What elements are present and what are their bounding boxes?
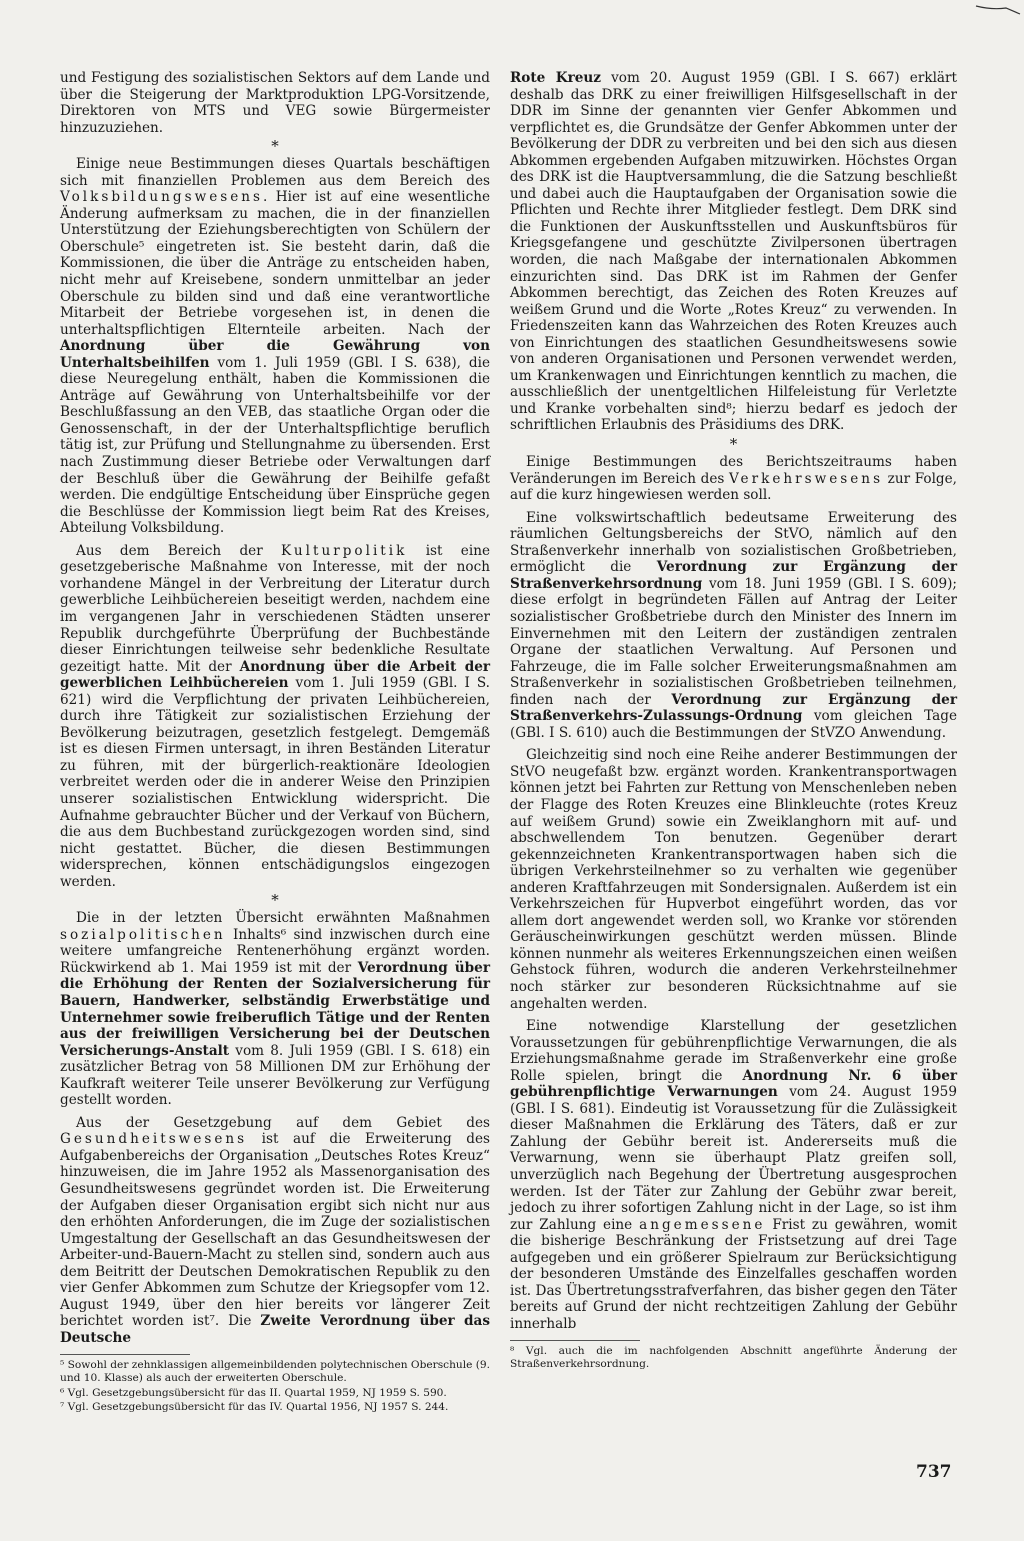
paragraph: und Festigung des sozialistischen Sektors auf dem Lande und über die Steigerung der Marktproduktion LPG-Vorsitzende, Direktoren von MTS und VEG sowie Bürgermeister hinzuzuziehen. — [60, 70, 490, 136]
paragraph: Einige Bestimmungen des Berichtszeitraums haben Veränderungen im Bereich des Verkehrswesens zur Folge, auf die kurz hingewiesen werden soll. — [510, 454, 957, 504]
paragraph: Einige neue Bestimmungen dieses Quartals beschäftigen sich mit finanziellen Problemen aus dem Bereich des Volksbildungswesens. Hier ist auf eine wesentliche Änderung aufmerksam zu machen, die in der finanziellen Unterstützung der Eziehungsberechtigten von Schülern der Oberschule⁵ eingetreten ist. Sie besteht darin, daß die Kommissionen, die über die Anträge zu entscheiden haben, nicht mehr auf Kreisebene, sondern unmittelbar an jeder Oberschule zu bilden sind und daß eine verantwortliche Mitarbeit der Betriebe vorgesehen ist, in denen die unterhaltspflichtigen Elternteile arbeiten. Nach der Anordnung über die Gewährung von Unterhaltsbeihilfen vom 1. Juli 1959 (GBl. I S. 638), die diese Neuregelung enthält, haben die Kommissionen die Anträge auf Gewährung von Unterhaltsbeihilfe vor der Beschlußfassung an den VEB, das staatliche Organ oder die Genossenschaft, in der der Unterhaltspflichtige beruflich tätig ist, zur Prüfung und Stellungnahme zu übersenden. Erst nach Zustimmung dieser Betriebe oder Verwaltungen darf der Beschluß über die Gewährung der Beihilfe gefaßt werden. Die endgültige Entscheidung über Einsprüche gegen die Beschlüsse der Kommission liegt beim Rat des Kreises, Abteilung Volksbildung. — [60, 156, 490, 537]
paragraph: Rote Kreuz vom 20. August 1959 (GBl. I S. 667) erklärt deshalb das DRK zu einer freiwilligen Hilfsgesellschaft in der DDR im Sinne der genannten vier Genfer Abkommen und verpflichtet es, die Grundsätze der Genfer Abkommen unter der Bevölkerung der DDR zu verbreiten und bei den sich aus diesen Abkommen ergebenden Aufgaben mitzuwirken. Höchstes Organ des DRK ist die Hauptversammlung, die die Satzung beschließt und dabei auch die Hauptaufgaben der Organisation sowie die Pflichten und Rechte ihrer Mitglieder festlegt. Dem DRK sind die Funktionen der Auskunftsstellen und Auskunftsbüros für Kriegsgefangene und geschützte Zivilpersonen übertragen worden, die nach Maßgabe der internationalen Abkommen einzurichten sind. Das DRK ist im Rahmen der Genfer Abkommen berechtigt, das Zeichen des Roten Kreuzes auf weißem Grund und die Worte „Rotes Kreuz“ zu verwenden. In Friedenszeiten kann das Wahrzeichen des Roten Kreuzes auch von Einrichtungen des staatlichen Gesundheitswesens sowie von anderen Organisationen und Personen verwendet werden, um Krankenwagen und Einrichtungen kenntlich zu machen, die ausschließlich der unentgeltlichen Hilfeleistung für Verletzte und Kranke vorbehalten sind⁸; hierzu bedarf es jedoch der schriftlichen Erlaubnis des Präsidiums des DRK. — [510, 70, 957, 434]
footnote-divider — [510, 1340, 640, 1341]
footnote-divider — [60, 1354, 190, 1355]
footnote: ⁵ Sowohl der zehnklassigen allgemeinbildenden polytechnischen Oberschule (9. und 10. Klasse) als auch der erweiterten Oberschule. — [60, 1359, 490, 1385]
paragraph: Eine volkswirtschaftlich bedeutsame Erweiterung des räumlichen Geltungsbereichs der StVO, nämlich auf den Straßenverkehr innerhalb von sozialistischen Großbetrieben, ermöglicht die Verordnung zur Ergänzung der Straßenverkehrsordnung vom 18. Juni 1959 (GBl. I S. 609); diese erfolgt in begründeten Fällen auf Antrag der Leiter sozialistischer Großbetriebe durch den Minister des Innern im Einvernehmen mit den Leitern der zuständigen zentralen Organe der staatlichen Verwaltung. Auf Personen und Fahrzeuge, die im Falle solcher Erweiterungsmaßnahmen am Straßenverkehr in sozialistischen Großbetrieben teilnehmen, finden nach der Verordnung zur Ergänzung der Straßenverkehrs-Zulassungs-Ordnung vom gleichen Tage (GBl. I S. 610) auch die Bestimmungen der StVZO Anwendung. — [510, 509, 957, 741]
section-separator: * — [729, 435, 738, 454]
paragraph: Die in der letzten Übersicht erwähnten Maßnahmen sozialpolitischen Inhalts⁶ sind inzwischen durch eine weitere umfangreiche Rentenerhöhung ergänzt worden. Rückwirkend ab 1. Mai 1959 ist mit der Verordnung über die Erhöhung der Renten der Sozialversicherung für Bauern, Handwerker, selbständig Erwerbstätige und Unternehmer sowie freiberuflich Tätige und der Renten aus der freiwilligen Versicherung bei der Deutschen Versicherungs-Anstalt vom 8. Juli 1959 (GBl. I S. 618) ein zusätzlicher Betrag von 58 Millionen DM zur Erhöhung der Kaufkraft weiterer Teile unserer Bevölkerung zur Verfügung gestellt worden. — [60, 910, 490, 1109]
footnote: ⁸ Vgl. auch die im nachfolgenden Abschnitt angeführte Änderung der Straßenverkehrsordnung. — [510, 1345, 957, 1371]
right-column — [510, 70, 957, 1373]
page-number: 737 — [916, 1462, 952, 1482]
paragraph: Aus der Gesetzgebung auf dem Gebiet des Gesundheitswesens ist auf die Erweiterung des Aufgabenbereichs der Organisation „Deutsches Rotes Kreuz“ hinzuweisen, die im Jahre 1952 als Massenorganisation des Gesundheitswesens gegründet worden ist. Die Erweiterung der Aufgaben dieser Organisation ergibt sich nicht nur aus den erhöhten Anforderungen, die im Zuge der sozialistischen Umgestaltung der Gesellschaft an das Gesundheitswesen der Arbeiter-und-Bauern-Macht zu stellen sind, sondern auch aus dem Beitritt der Deutschen Demokratischen Republik zu den vier Genfer Abkommen zum Schutze der Kriegsopfer vom 12. August 1949, über den hier bereits vor längerer Zeit berichtet worden ist⁷. Die Zweite Verordnung über das Deutsche — [60, 1114, 490, 1346]
left-column — [60, 70, 490, 1416]
footnote: ⁶ Vgl. Gesetzgebungsübersicht für das II. Quartal 1959, NJ 1959 S. 590. — [60, 1386, 447, 1399]
corner-mark — [972, 0, 1024, 22]
footnote: ⁷ Vgl. Gesetzgebungsübersicht für das IV. Quartal 1956, NJ 1957 S. 244. — [60, 1401, 449, 1414]
paragraph: Aus dem Bereich der Kulturpolitik ist eine gesetzgeberische Maßnahme von Interesse, mit der noch vorhandene Mängel in der Verbreitung der Literatur durch gewerbliche Leihbüchereien beseitigt werden, nachdem eine im vergangenen Jahr in verschiedenen Städten unserer Republik durchgeführte Überprüfung der Buchbestände dieser Einrichtungen teilweise sehr bedenkliche Resultate gezeitigt hatte. Mit der Anordnung über die Arbeit der gewerblichen Leihbüchereien vom 1. Juli 1959 (GBl. I S. 621) wird die Verpflichtung der privaten Leihbüchereien, durch ihre Tätigkeit zur sozialistischen Erziehung der Bevölkerung beizutragen, gesetzlich festgelegt. Demgemäß ist es diesen Firmen untersagt, in ihren Beständen Literatur zu führen, mit der bürgerlich-reaktionäre Ideologien verbreitet werden oder die in anderer Weise den Prinzipien unserer sozialistischen Entwicklung widerspricht. Die Aufnahme gebrauchter Bücher und der Verkauf von Büchern, die aus dem Buchbestand zurückgezogen worden sind, sind nicht gestattet. Bücher, die diesen Bestimmungen widersprechen, können entschädigungslos eingezogen werden. — [60, 542, 491, 890]
section-separator: * — [271, 891, 279, 910]
paragraph: Eine notwendige Klarstellung der gesetzlichen Voraussetzungen für gebührenpflichtige Verwarnungen, die als Erziehungsmaßnahme gerade im Straßenverkehr eine große Rolle spielen, bringt die Anordnung Nr. 6 über gebührenpflichtige Verwarnungen vom 24. August 1959 (GBl. I S. 681). Eindeutig ist Voraussetzung für die Zulässigkeit dieser Maßnahmen die Erklärung des Täters, daß er zur Zahlung der Gebühr bereit ist. Andererseits muß die Verwarnung, wenn sie überhaupt Platz greifen soll, unverzüglich nach Begehung der Übertretung ausgesprochen werden. Ist der Täter zur Zahlung der Gebühr zwar bereit, jedoch zu ihrer sofortigen Zahlung nicht in der Lage, so ist ihm zur Zahlung eine angemessene Frist zu gewähren, womit die bisherige Beschränkung der Fristsetzung auf drei Tage aufgegeben und ein größerer Spielraum zur Berücksichtigung der besonderen Umstände des Einzelfalles geschaffen worden ist. Das Übertretungsstrafverfahren, das bisher gegen den Täter bereits auf Grund der nicht rechtzeitigen Zahlung der Gebühr innerhalb — [510, 1018, 958, 1332]
paragraph: Gleichzeitig sind noch eine Reihe anderer Bestimmungen der StVO neugefaßt bzw. ergänzt worden. Krankentransportwagen können jetzt bei Fahrten zur Rettung von Menschenleben neben der Flagge des Roten Kreuzes eine Blinkleuchte (rotes Kreuz auf weißem Grund) sowie ein Zweiklanghorn mit auf- und abschwellendem Ton benutzen. Gegenüber derart gekennzeichneten Krankentransportwagen haben sich die übrigen Verkehrsteilnehmer so zu verhalten wie gegenüber anderen Kraftfahrzeugen mit Sondersignalen. Außerdem ist ein Verkehrszeichen für Hupverbot eingeführt worden, das vor allem dort angewendet werden soll, wo Kranke vor störenden Geräuscheinwirkungen geschützt werden müssen. Blinde können nunmehr als weiteres Erkennungszeichen einen weißen Gehstock führen, wodurch die anderen Verkehrsteilnehmer noch stärker zur besonderen Rücksichtnahme auf sie angehalten werden. — [510, 747, 957, 1012]
section-separator: * — [271, 137, 279, 156]
